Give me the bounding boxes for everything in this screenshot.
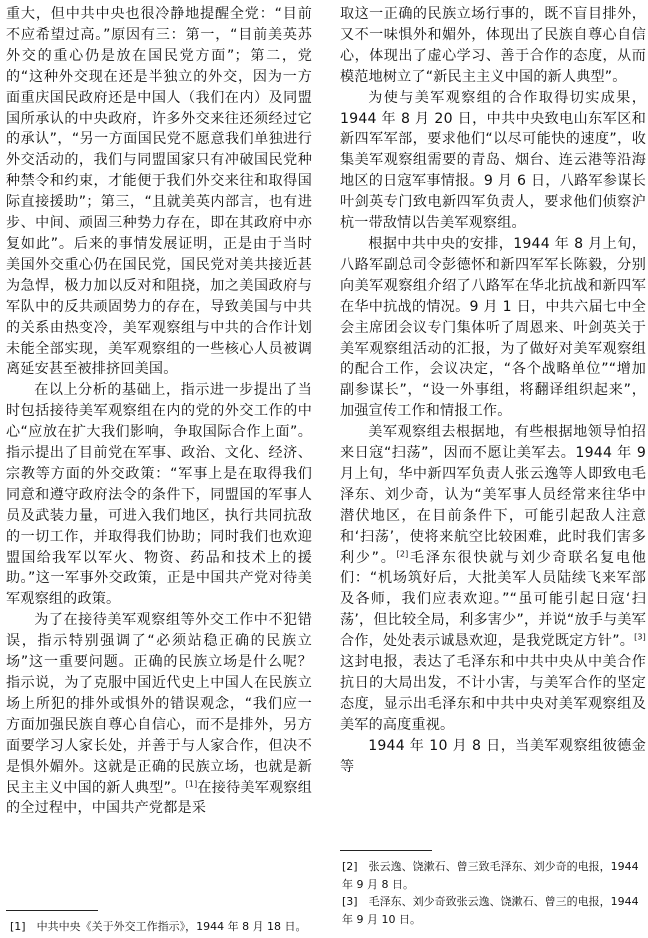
paragraph-7-part-a: 美军观察组去根据地，有些根据地领导怕招来日寇“扫荡”，因而不愿让美军去。1944 年 9 月上旬，华中新四军负责人张云逸等人即致电毛泽东、刘少奇，认为“美军事人员经常来往华中潜伏地区，在目前条件下，可能引起敌人注意和‘扫荡’，使将来航空比较困难，此时我们害多利少”。 — [340, 424, 646, 566]
paragraph-7 — [340, 422, 646, 736]
paragraph-7-part-b: 毛泽东很快就与刘少奇联名复电他们：“机场筑好后，大批美军人员陆续飞来军部及各师，我们应表欢迎。”“虽可能引起日寇‘扫荡’，但比较全局，利多害少”，并说“放手与美军合作，处处表示诚恳欢迎，是我党既定方针”。 — [340, 549, 646, 650]
paragraph-4: 取这一正确的民族立场行事的，既不盲目排外，又不一味惧外和媚外，体现出了民族自尊心自信心，体现出了虚心学习、善于合作的态度，从而模范地树立了“新民主主义中国的新人典型”。 — [340, 6, 646, 85]
footnote-3: [3] 毛泽东、刘少奇致张云逸、饶漱石、曾三的电报，1944 年 9 月 10 日。 — [342, 895, 639, 926]
paragraph-1: 重大，但中共中央也很冷静地提醒全党：“目前不应希望过高。”原因有三：第一，“目前美英苏外交的重心仍是放在国民党方面”；第二，党的“这种外交现在还是半独立的外交，因为一方面重庆国民政府还是中国人（我们在内）及同盟国所承认的中央政府，许多外交来往还须经过它的承认”，“另一方面国民党不愿意我们单独进行外交活动的，我们与同盟国家只有冲破国民党种种禁令和约束，才能便于我们外交来往和取得国际直接援助”；第三，“且就美英内部言，也有进步、中间、顽固三种势力存在，即在其政府中亦复如此”。后来的事情发展证明，正是由于当时美国外交重心仍在国民党，国民党对美共接近甚为急悍，极力加以反对和阻挠，加之美国政府与军队中的反共顽固势力的存在，导致美国与中共的关系由热变冷，美军观察组与中共的合作计划未能全部实现，美军观察组的一些核心人员被调离延安甚至被排挤回美国。 — [6, 6, 312, 378]
paragraph-6: 根据中共中央的安排，1944 年 8 月上旬，八路军副总司令彭德怀和新四军军长陈毅，分别向美军观察组介绍了八路军在华北抗战和新四军在华中抗战的情况。9 月 1 日，中共六届七中全会主席团会议专门集体听了周恩来、叶剑英关于美军观察组活动的汇报，为了做好对美军观察组的配合工作，会议决定，“各个战略单位”“增加副参谋长”，“设一外事组，将翻译组织起来”，加强宣传工作和情报工作。 — [340, 235, 646, 420]
footnotes-right — [342, 858, 642, 928]
footnote-2: [2] 张云逸、饶漱石、曾三致毛泽东、刘少奇的电报，1944 年 9 月 8 日。 — [342, 860, 639, 891]
footnote-marker-1: [1] — [185, 778, 198, 788]
paragraph-3-text: 为了在接待美军观察组等外交工作中不犯错误，指示特别强调了“必须站稳正确的民族立场”这一重要问题。正确的民族立场是什么呢？指示说，为了克服中国近代史上中国人在民族立场上所犯的排外或惧外的错误观念，“我们应一方面加强民族自尊心自信心，而不是排外，另方面要学习人家长处，并善于与人家合作，但决不是惧外媚外。这就是正确的民族立场，也就是新民主主义中国的新人典型”。 — [6, 612, 312, 796]
paragraph-2: 在以上分析的基础上，指示进一步提出了当时包括接待美军观察组在内的党的外交工作的中心“应放在扩大我们影响，争取国际合作上面”。指示提出了目前党在军事、政治、文化、经济、宗教等方面的外交政策：“军事上是在取得我们同意和遵守政府法令的条件下，同盟国的军事人员及武装力量，可进入我们地区，执行共同抗敌的一切工作，并取得我们协助；同时我们也欢迎盟国给我军以军火、物资、药品和技术上的援助。”这一军事外交政策，正是中国共产党对待美军观察组的政策。 — [6, 382, 312, 608]
paragraph-7-part-c: 这封电报，表达了毛泽东和中共中央从中美合作抗日的大局出发，不计小害，与美军合作的坚定态度，显示出毛泽东和中共中央对美军观察组及美军的高度重视。 — [340, 654, 646, 733]
left-column — [6, 4, 312, 819]
right-column — [340, 4, 646, 778]
paragraph-3 — [6, 610, 312, 819]
paragraph-8: 1944 年 10 月 8 日，当美军观察组彼德金等 — [340, 737, 646, 775]
footnote-marker-3: [3] — [634, 632, 646, 642]
paragraph-3-tail: 在接待美军观察组的全过程中，中国共产党都是采 — [6, 779, 312, 817]
paragraph-5: 为使与美军观察组的合作取得切实成果，1944 年 8 月 20 日，中共中央致电山东军区和新四军军部，要求他们“以尽可能快的速度”，收集美军观察组需要的青岛、烟台、连云港等沿海地区的日寇军事情报。9 月 6 日，八路军参谋长叶剑英专门致电新四军负责人，要求他们侦察沪杭一带敌情以告美军观察组。 — [340, 89, 646, 232]
footnotes-left — [10, 918, 310, 936]
footnote-divider-left — [6, 910, 98, 911]
footnote-divider-right — [340, 850, 432, 851]
footnote-marker-2: [2] — [396, 548, 409, 558]
footnote-1: [1] 中共中央《关于外交工作指示》，1944 年 8 月 18 日。 — [10, 920, 307, 933]
